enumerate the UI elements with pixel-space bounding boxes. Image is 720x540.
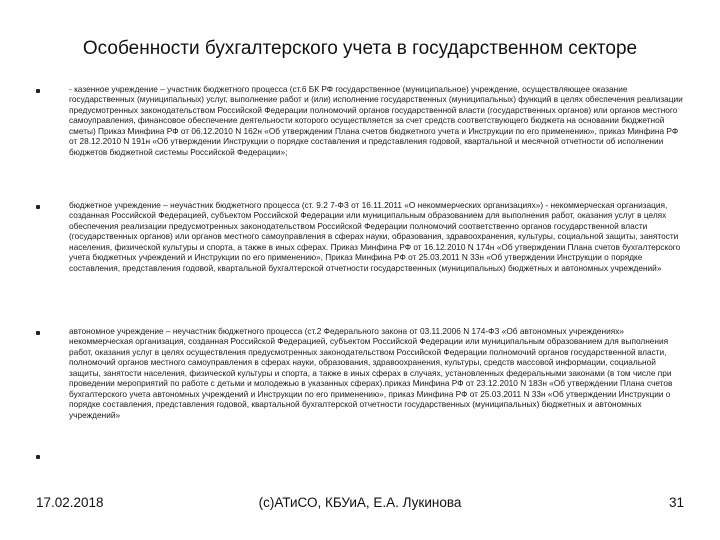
bullet-marker — [36, 331, 40, 335]
bullet-marker — [36, 89, 40, 93]
slide-title: Особенности бухгалтерского учета в государственном секторе — [82, 38, 638, 59]
bullet-text: бюджетное учреждение – неучастник бюджетного процесса (ст. 9.2 7-ФЗ от 16.11.2011 «О некоммерческих организациях») - некоммерческая организация, созданная Российской Федерацией, субъектом Российской Федерации или муниципальным образованием для выполнения работ, оказания услуг в целях обеспечения реализации предусмотренных законодательством Российской Федерации полномочий соответственно органов государственной власти (государственных органов) или органов местного самоуправления в сферах науки, образования, здравоохранения, культуры, социальной защиты, занятости населения, физической культуры и спорта, а также в иных сферах. Приказ Минфина РФ от 16.12.2010 N 174н «Об утверждении Плана счетов бухгалтерского учета бюджетных учреждений и Инструкции по его применению», Приказ Минфина РФ от 25.03.2011 N 33н «Об утверждении Инструкции о порядке составления, представления годовой, квартальной бухгалтерской отчетности государственных (муниципальных) бюджетных и автономных учреждений» — [69, 200, 681, 273]
bullet-text: автономное учреждение – неучастник бюджетного процесса (ст.2 Федерального закона от 03.11.2006 N 174-ФЗ «Об автономных учреждениях» некоммерческая организация, созданная Российской Федерацией, субъектом Российской Федерации или муниципальным образованием для выполнения работ, оказания услуг в целях осуществления предусмотренных законодательством Российской Федерации полномочий органов государственной власти, полномочий органов местного самоуправления в сферах науки, образования, здравоохранения, культуры, средств массовой информации, социальной защиты, занятости населения, физической культуры и спорта, а также в иных сферах в случаях, установленных федеральными законами (в том числе при проведении мероприятий по работе с детьми и молодежью в указанных сферах).приказ Минфина РФ от 23.12.2010 N 183н «Об утверждении Плана счетов бухгалтерского учета автономных учреждений и Инструкции по его применению», приказ Минфина РФ от 25.03.2011 N 33н «Об утверждении Инструкции о порядке составления, представления годовой, квартальной бухгалтерской отчетности государственных (муниципальных) бюджетных и автономных учреждений» — [69, 326, 673, 420]
bullet-marker — [36, 205, 40, 209]
bullet-marker — [36, 455, 40, 459]
footer-date: 17.02.2018 — [36, 495, 104, 510]
footer-page-number: 31 — [668, 495, 684, 510]
footer-author: (с)АТиСО, КБУиА, Е.А. Лукинова — [258, 495, 462, 510]
bullet-text: - казенное учреждение – участник бюджетного процесса (ст.6 БК РФ государственное (муниципальное) учреждение, осуществляющее оказание государственных (муниципальных) услуг, выполнение работ и (или) исполнение государственных (муниципальных) функций в целях обеспечения реализации предусмотренных законодательством Российской Федерации полномочий органов государственной власти (государственных органов) или органов местного самоуправления, финансовое обеспечение деятельности которого осуществляется за счет средств соответствующего бюджета на основании бюджетной сметы) Приказ Минфина РФ от 06.12.2010 N 162н «Об утверждении Плана счетов бюджетного учета и Инструкции по его применению», приказ Минфина РФ от 28.12.2010 N 191н «Об утверждении Инструкции о порядке составления и представления годовой, квартальной и месячной отчетности об исполнении бюджетов бюджетной системы Российской Федерации»; — [69, 84, 683, 157]
